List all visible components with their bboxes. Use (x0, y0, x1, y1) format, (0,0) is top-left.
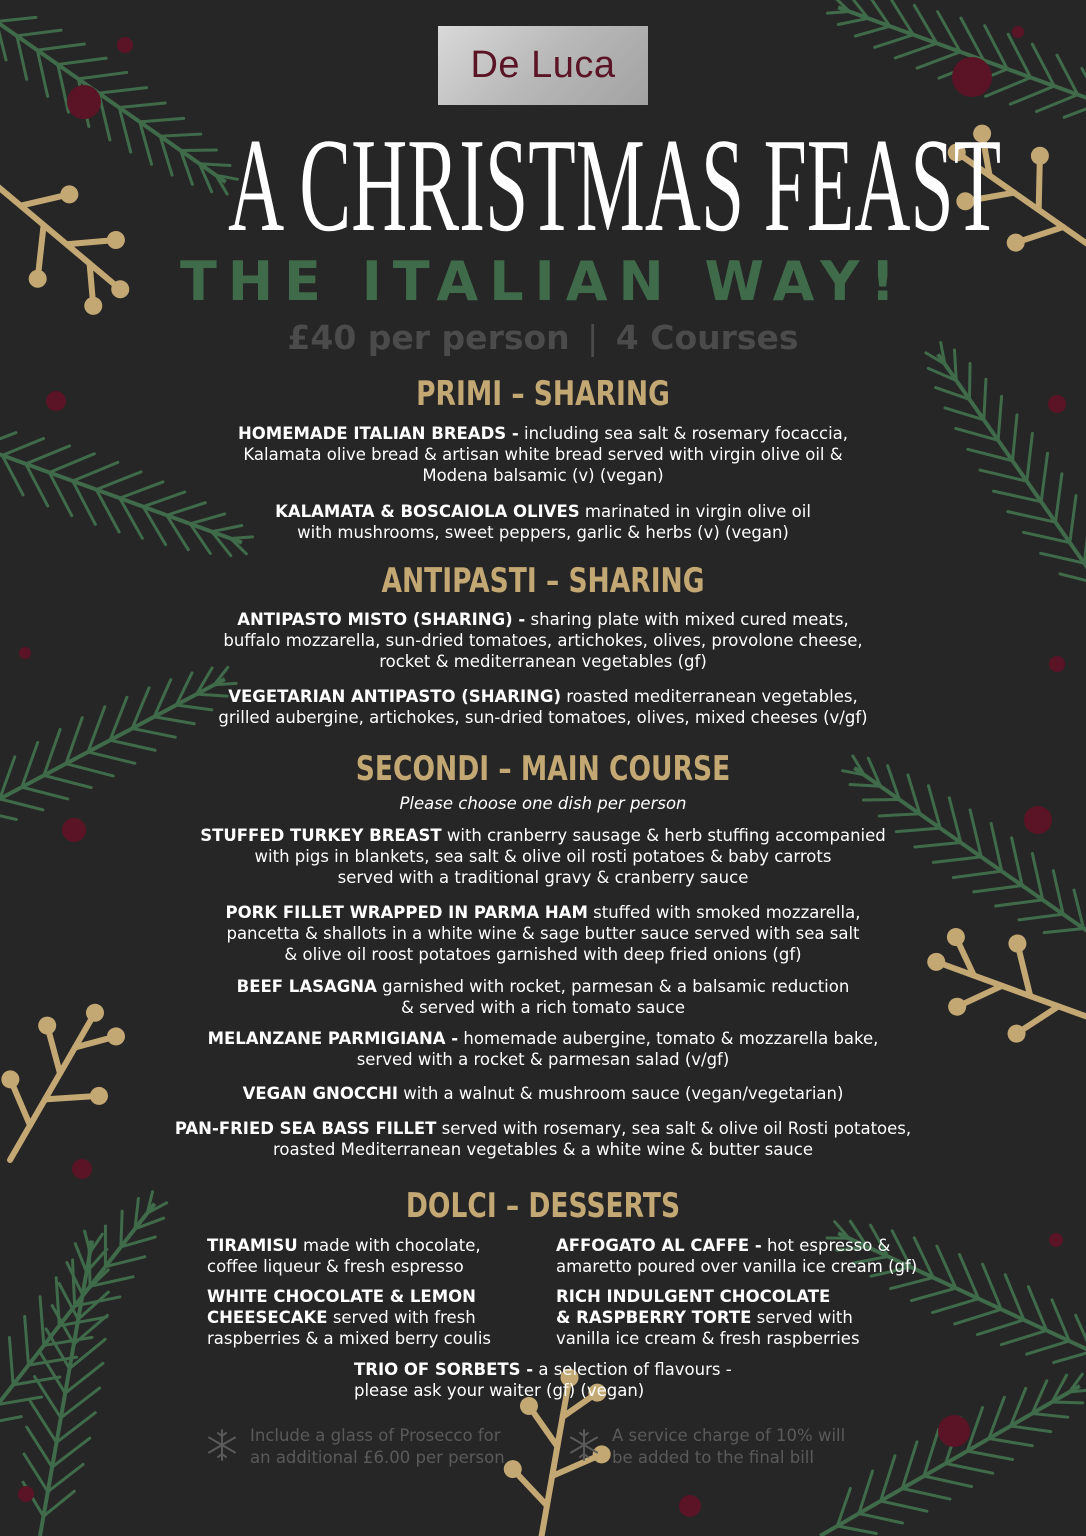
dessert-item (207, 1235, 537, 1277)
item-name: MELANZANE PARMIGIANA - (207, 1029, 459, 1048)
dessert-item (207, 1286, 537, 1349)
price-line (0, 316, 1086, 360)
item-description: rocket & mediterranean vegetables (gf) (379, 652, 707, 671)
item-name: ANTIPASTO MISTO (SHARING) - (237, 610, 526, 629)
item-description: please ask your waiter (gf) (vegan) (354, 1381, 645, 1400)
service-note-line: A service charge of 10% will (612, 1426, 846, 1445)
item-description: made with chocolate, (302, 1236, 481, 1255)
item-description: vanilla ice cream & fresh raspberries (556, 1329, 860, 1348)
service-charge-note (612, 1425, 912, 1469)
item-name: CHEESECAKE (207, 1308, 328, 1327)
price-per-person: £40 per person (287, 318, 570, 357)
item-description: marinated in virgin olive oil (584, 502, 811, 521)
item-description: served with a rocket & parmesan salad (v/gf) (356, 1050, 730, 1069)
item-description: & olive oil roost potatoes garnished with deep fried onions (gf) (284, 945, 802, 964)
item-name: PORK FILLET WRAPPED IN PARMA HAM (225, 903, 588, 922)
item-name: VEGETARIAN ANTIPASTO (SHARING) (228, 687, 562, 706)
item-description: served with a traditional gravy & cranberry sauce (337, 868, 749, 887)
item-name: HOMEMADE ITALIAN BREADS - (237, 424, 519, 443)
item-description: raspberries & a mixed berry coulis (207, 1329, 491, 1348)
item-description: grilled aubergine, artichokes, sun-dried tomatoes, olives, mixed cheeses (v/gf) (218, 708, 868, 727)
prosecco-note-line: an additional £6.00 per person (250, 1448, 505, 1467)
section-heading-secondi: SECONDI – MAIN COURSE (355, 749, 731, 789)
brand-name: De Luca (470, 44, 616, 86)
item-name: BEEF LASAGNA (236, 977, 377, 996)
dessert-item (556, 1286, 976, 1349)
item-description: with cranberry sausage & herb stuffing accompanied (446, 826, 886, 845)
item-description: garnished with rocket, parmesan & a balsamic reduction (382, 977, 850, 996)
menu-item (140, 1028, 946, 1070)
prosecco-note-line: Include a glass of Prosecco for (250, 1426, 501, 1445)
item-description: sharing plate with mixed cured meats, (530, 610, 849, 629)
item-description: stuffed with smoked mozzarella, (593, 903, 861, 922)
item-name: TIRAMISU (207, 1236, 298, 1255)
menu-item (120, 1118, 966, 1160)
item-description: including sea salt & rosemary focaccia, (524, 424, 849, 443)
item-description: served with rosemary, sea salt & olive oil Rosti potatoes, (441, 1119, 912, 1138)
item-description: Kalamata olive bread & artisan white bread served with virgin olive oil & (243, 445, 843, 464)
item-name: TRIO OF SORBETS - (354, 1360, 534, 1379)
item-name: RICH INDULGENT CHOCOLATE (556, 1287, 831, 1306)
menu-subtitle: THE ITALIAN WAY! (179, 250, 907, 313)
course-count: 4 Courses (615, 318, 799, 357)
service-note-line: be added to the final bill (612, 1448, 814, 1467)
item-name: WHITE CHOCOLATE & LEMON (207, 1287, 476, 1306)
menu-title: A CHRISTMAS FEAST (228, 111, 1002, 259)
item-description: with mushrooms, sweet peppers, garlic & herbs (v) (vegan) (297, 523, 789, 542)
section-heading-primi: PRIMI – SHARING (416, 374, 670, 414)
menu-item (140, 423, 946, 486)
snowflake-icon (205, 1428, 239, 1462)
section-heading-antipasti: ANTIPASTI – SHARING (381, 561, 705, 601)
menu-item (140, 976, 946, 1018)
item-name: KALAMATA & BOSCAIOLA OLIVES (275, 502, 580, 521)
menu-item (140, 902, 946, 965)
menu-item (140, 501, 946, 543)
item-description: served with fresh (332, 1308, 476, 1327)
menu-item (140, 686, 946, 728)
section-heading-dolci: DOLCI – DESSERTS (405, 1186, 681, 1226)
snowflake-icon (567, 1428, 601, 1462)
item-description: & served with a rich tomato sauce (401, 998, 685, 1017)
dessert-item (354, 1359, 774, 1401)
item-name: AFFOGATO AL CAFFE - (556, 1236, 762, 1255)
item-description: coffee liqueur & fresh espresso (207, 1257, 464, 1276)
item-description: buffalo mozzarella, sun-dried tomatoes, artichokes, olives, provolone cheese, (223, 631, 863, 650)
item-description: with pigs in blankets, sea salt & olive oil rosti potatoes & baby carrots (254, 847, 832, 866)
menu-item (140, 825, 946, 888)
brand-logo (438, 26, 648, 105)
dessert-item (556, 1235, 976, 1277)
price-separator: | (587, 318, 599, 357)
prosecco-note (250, 1425, 550, 1469)
item-description: pancetta & shallots in a white wine & sage butter sauce served with sea salt (226, 924, 860, 943)
item-description: with a walnut & mushroom sauce (vegan/vegetarian) (403, 1084, 844, 1103)
item-description: roasted Mediterranean vegetables & a white wine & butter sauce (273, 1140, 813, 1159)
item-description: Modena balsamic (v) (vegan) (422, 466, 664, 485)
item-name: PAN-FRIED SEA BASS FILLET (174, 1119, 437, 1138)
item-description: a selection of flavours - (538, 1360, 732, 1379)
section-note: Please choose one dish per person (399, 794, 687, 813)
item-description: hot espresso & (766, 1236, 891, 1255)
item-description: served with (756, 1308, 853, 1327)
item-description: amaretto poured over vanilla ice cream (gf) (556, 1257, 918, 1276)
item-name: STUFFED TURKEY BREAST (200, 826, 442, 845)
item-description: roasted mediterranean vegetables, (566, 687, 858, 706)
item-description: homemade aubergine, tomato & mozzarella bake, (463, 1029, 879, 1048)
menu-item (140, 609, 946, 672)
item-name: VEGAN GNOCCHI (242, 1084, 399, 1103)
item-name: & RASPBERRY TORTE (556, 1308, 752, 1327)
menu-item (140, 1083, 946, 1104)
